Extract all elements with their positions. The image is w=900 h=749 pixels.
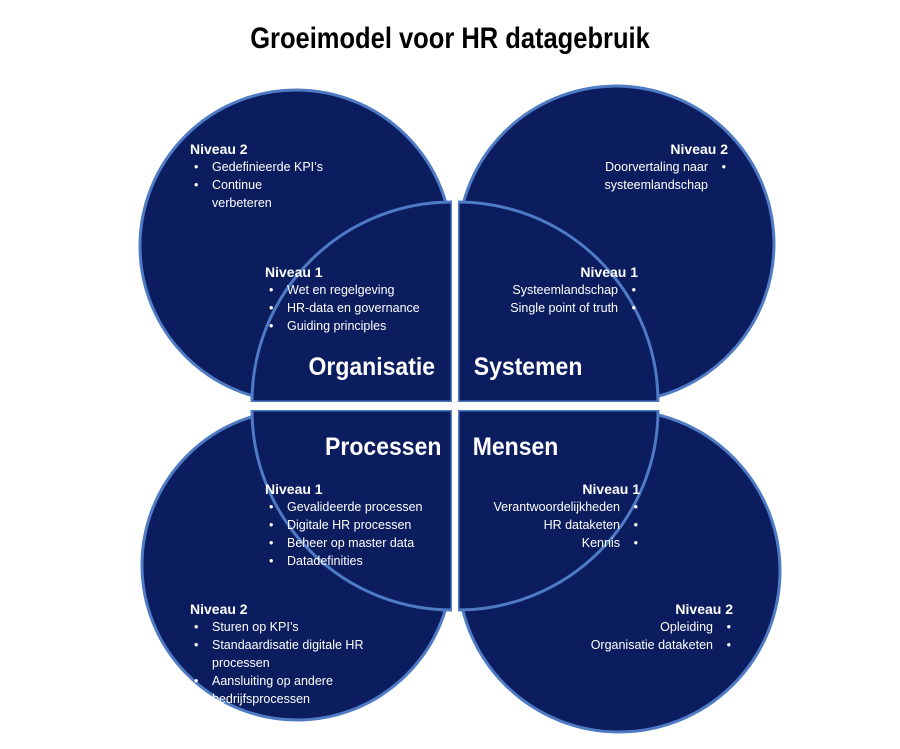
niveau-heading: Niveau 2 — [670, 141, 728, 157]
list-item: Verantwoordelijkheden • — [460, 498, 642, 516]
niveau-heading: Niveau 1 — [582, 481, 640, 497]
list-item: Kennis • — [460, 534, 642, 552]
page-title: Groeimodel voor HR datagebruik — [250, 22, 650, 55]
list-item: • Gevalideerde processen — [265, 498, 450, 516]
list-item: HR dataketen • — [460, 516, 642, 534]
list-item: • Datadefinities — [265, 552, 450, 570]
processen-niveau2 — [190, 600, 390, 708]
niveau-heading: Niveau 1 — [580, 264, 638, 280]
list-item: • Aansluiting op andere bedrijfsprocessen — [190, 672, 362, 708]
organisatie-niveau2 — [190, 140, 370, 212]
mensen-niveau1 — [460, 480, 642, 552]
systemen-label: Systemen — [473, 353, 583, 381]
niveau-heading: Niveau 2 — [675, 601, 733, 617]
list-item: • Continue verbeteren — [190, 176, 302, 212]
mensen-niveau2 — [560, 600, 735, 654]
list-item: Single point of truth • — [470, 299, 640, 317]
organisatie-niveau1 — [265, 263, 450, 335]
list-item: • Guiding principles — [265, 317, 450, 335]
list-item: • HR-data en governance — [265, 299, 450, 317]
list-item: Organisatie dataketen • — [560, 636, 735, 654]
list-item: Systeemlandschap • — [470, 281, 640, 299]
list-item: • Beheer op master data — [265, 534, 450, 552]
niveau-heading: Niveau 2 — [190, 141, 248, 157]
organisatie-label: Organisatie — [308, 353, 436, 381]
list-item: Doorvertaling naar systeemlandschap • — [590, 158, 730, 194]
processen-label: Processen — [325, 433, 442, 461]
list-item: • Wet en regelgeving — [265, 281, 450, 299]
mensen-label: Mensen — [472, 433, 559, 461]
niveau-heading: Niveau 1 — [265, 481, 323, 497]
systemen-niveau2 — [570, 140, 730, 194]
list-item: • Standaardisatie digitale HR processen — [190, 636, 382, 672]
niveau-heading: Niveau 2 — [190, 601, 248, 617]
list-item: • Digitale HR processen — [265, 516, 450, 534]
list-item: • Sturen op KPI’s — [190, 618, 390, 636]
systemen-niveau1 — [470, 263, 640, 317]
niveau-heading: Niveau 1 — [265, 264, 323, 280]
list-item: • Gedefinieerde KPI’s — [190, 158, 370, 176]
list-item: Opleiding • — [560, 618, 735, 636]
processen-niveau1 — [265, 480, 450, 570]
